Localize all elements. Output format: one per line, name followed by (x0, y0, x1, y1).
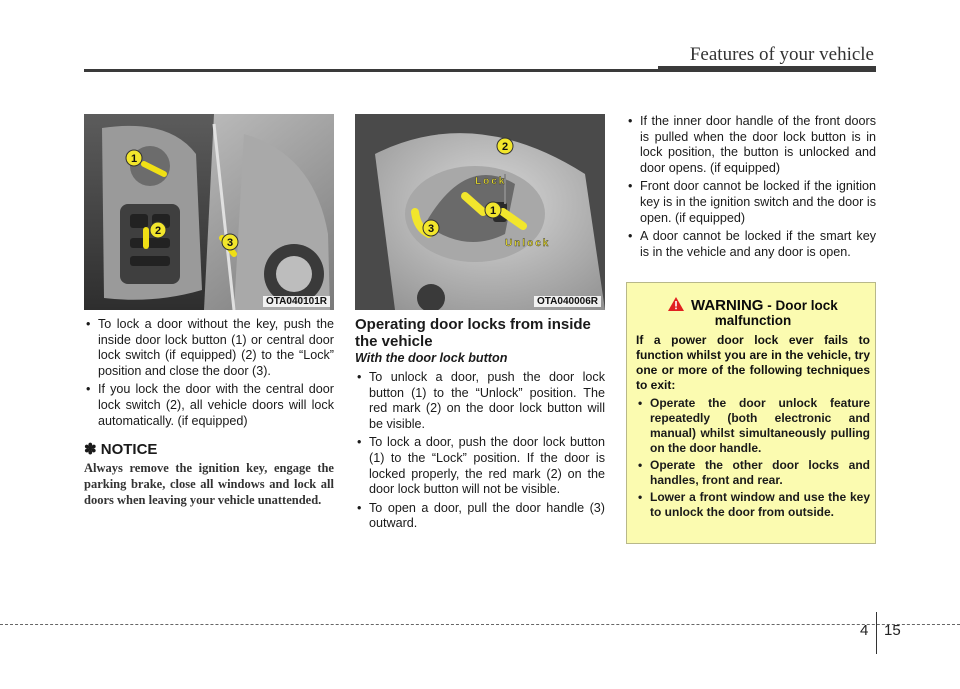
warning-intro: If a power door lock ever fails to function whilst you are in the vehicle, try one or more of the following techniques to exit: (636, 333, 870, 392)
warning-label: WARNING (690, 297, 764, 314)
list-item: • A door cannot be locked if the smart key is in the vehicle and any door is open. (626, 229, 876, 260)
door-lock-conditions-list (626, 114, 876, 263)
photo-code: OTA040101R (263, 296, 330, 307)
lock-label: Lock (475, 176, 507, 187)
list-item: • To lock a door without the key, push the inside door lock button (1) or central door lock switch (if equipped) (2) to the “Lock” position and close the door (3). (84, 317, 334, 379)
notice-title: NOTICE (100, 441, 158, 458)
notice-body: Always remove the ignition key, engage the parking brake, close all windows and lock all doors when leaving your vehicle unattended. (84, 461, 334, 507)
section-heading: Operating door locks from inside the vehicle (355, 316, 591, 350)
marker-1: 1 (130, 153, 138, 165)
marker-3: 3 (427, 223, 435, 235)
header-rule-accent (658, 66, 876, 71)
list-item: • To open a door, pull the door handle (3) outward. (355, 501, 605, 532)
photo-code: OTA040006R (534, 296, 601, 307)
marker-2: 2 (154, 225, 162, 237)
list-item: • To lock a door, push the door lock button (1) to the “Lock” position. If the door is locked properly, the red mark (2) on the door lock button will not be visible. (355, 435, 605, 497)
unlock-label: Unlock (505, 238, 551, 249)
list-item: • If the inner door handle of the front doors is pulled when the door lock button is in lock position, the button is unlocked and door opens. (if equipped) (626, 114, 876, 176)
lock-without-key-list (84, 317, 334, 432)
footer-rule (0, 624, 960, 625)
warning-icon (668, 297, 684, 311)
notice-heading (84, 440, 157, 458)
list-item: • Operate the other door locks and handles, front and rear. (636, 458, 870, 488)
section-title: Features of your vehicle (689, 44, 874, 65)
marker-1: 1 (489, 205, 497, 217)
lock-button-list (355, 370, 605, 535)
warning-title-text: - Door lock malfunction (714, 298, 838, 328)
chapter-number: 4 (860, 622, 869, 639)
door-lock-photo (84, 114, 334, 310)
list-item: • To unlock a door, push the door lock button (1) to the “Unlock” position. The red mark (2) on the door lock button will be visible. (355, 370, 605, 432)
page-number-divider (876, 612, 877, 654)
warning-title (637, 297, 869, 328)
page-number: 15 (884, 622, 901, 639)
warning-list (636, 396, 870, 522)
list-item: • If you lock the door with the central door lock switch (2), all vehicle doors will lock automatically. (if equipped) (84, 382, 334, 429)
list-item: • Lower a front window and use the key to unlock the door from outside. (636, 490, 870, 520)
warning-box (626, 282, 876, 544)
list-item: • Front door cannot be locked if the ignition key is in the ignition switch and the door is open. (if equipped) (626, 179, 876, 226)
list-item: • Operate the door unlock feature repeatedly (both electronic and manual) whilst simultaneously pulling on the door handle. (636, 396, 870, 456)
lock-button-photo (355, 114, 605, 310)
notice-icon: ✽ (84, 441, 97, 458)
marker-2: 2 (501, 141, 509, 153)
subheading: With the door lock button (355, 351, 508, 365)
marker-3: 3 (226, 237, 234, 249)
